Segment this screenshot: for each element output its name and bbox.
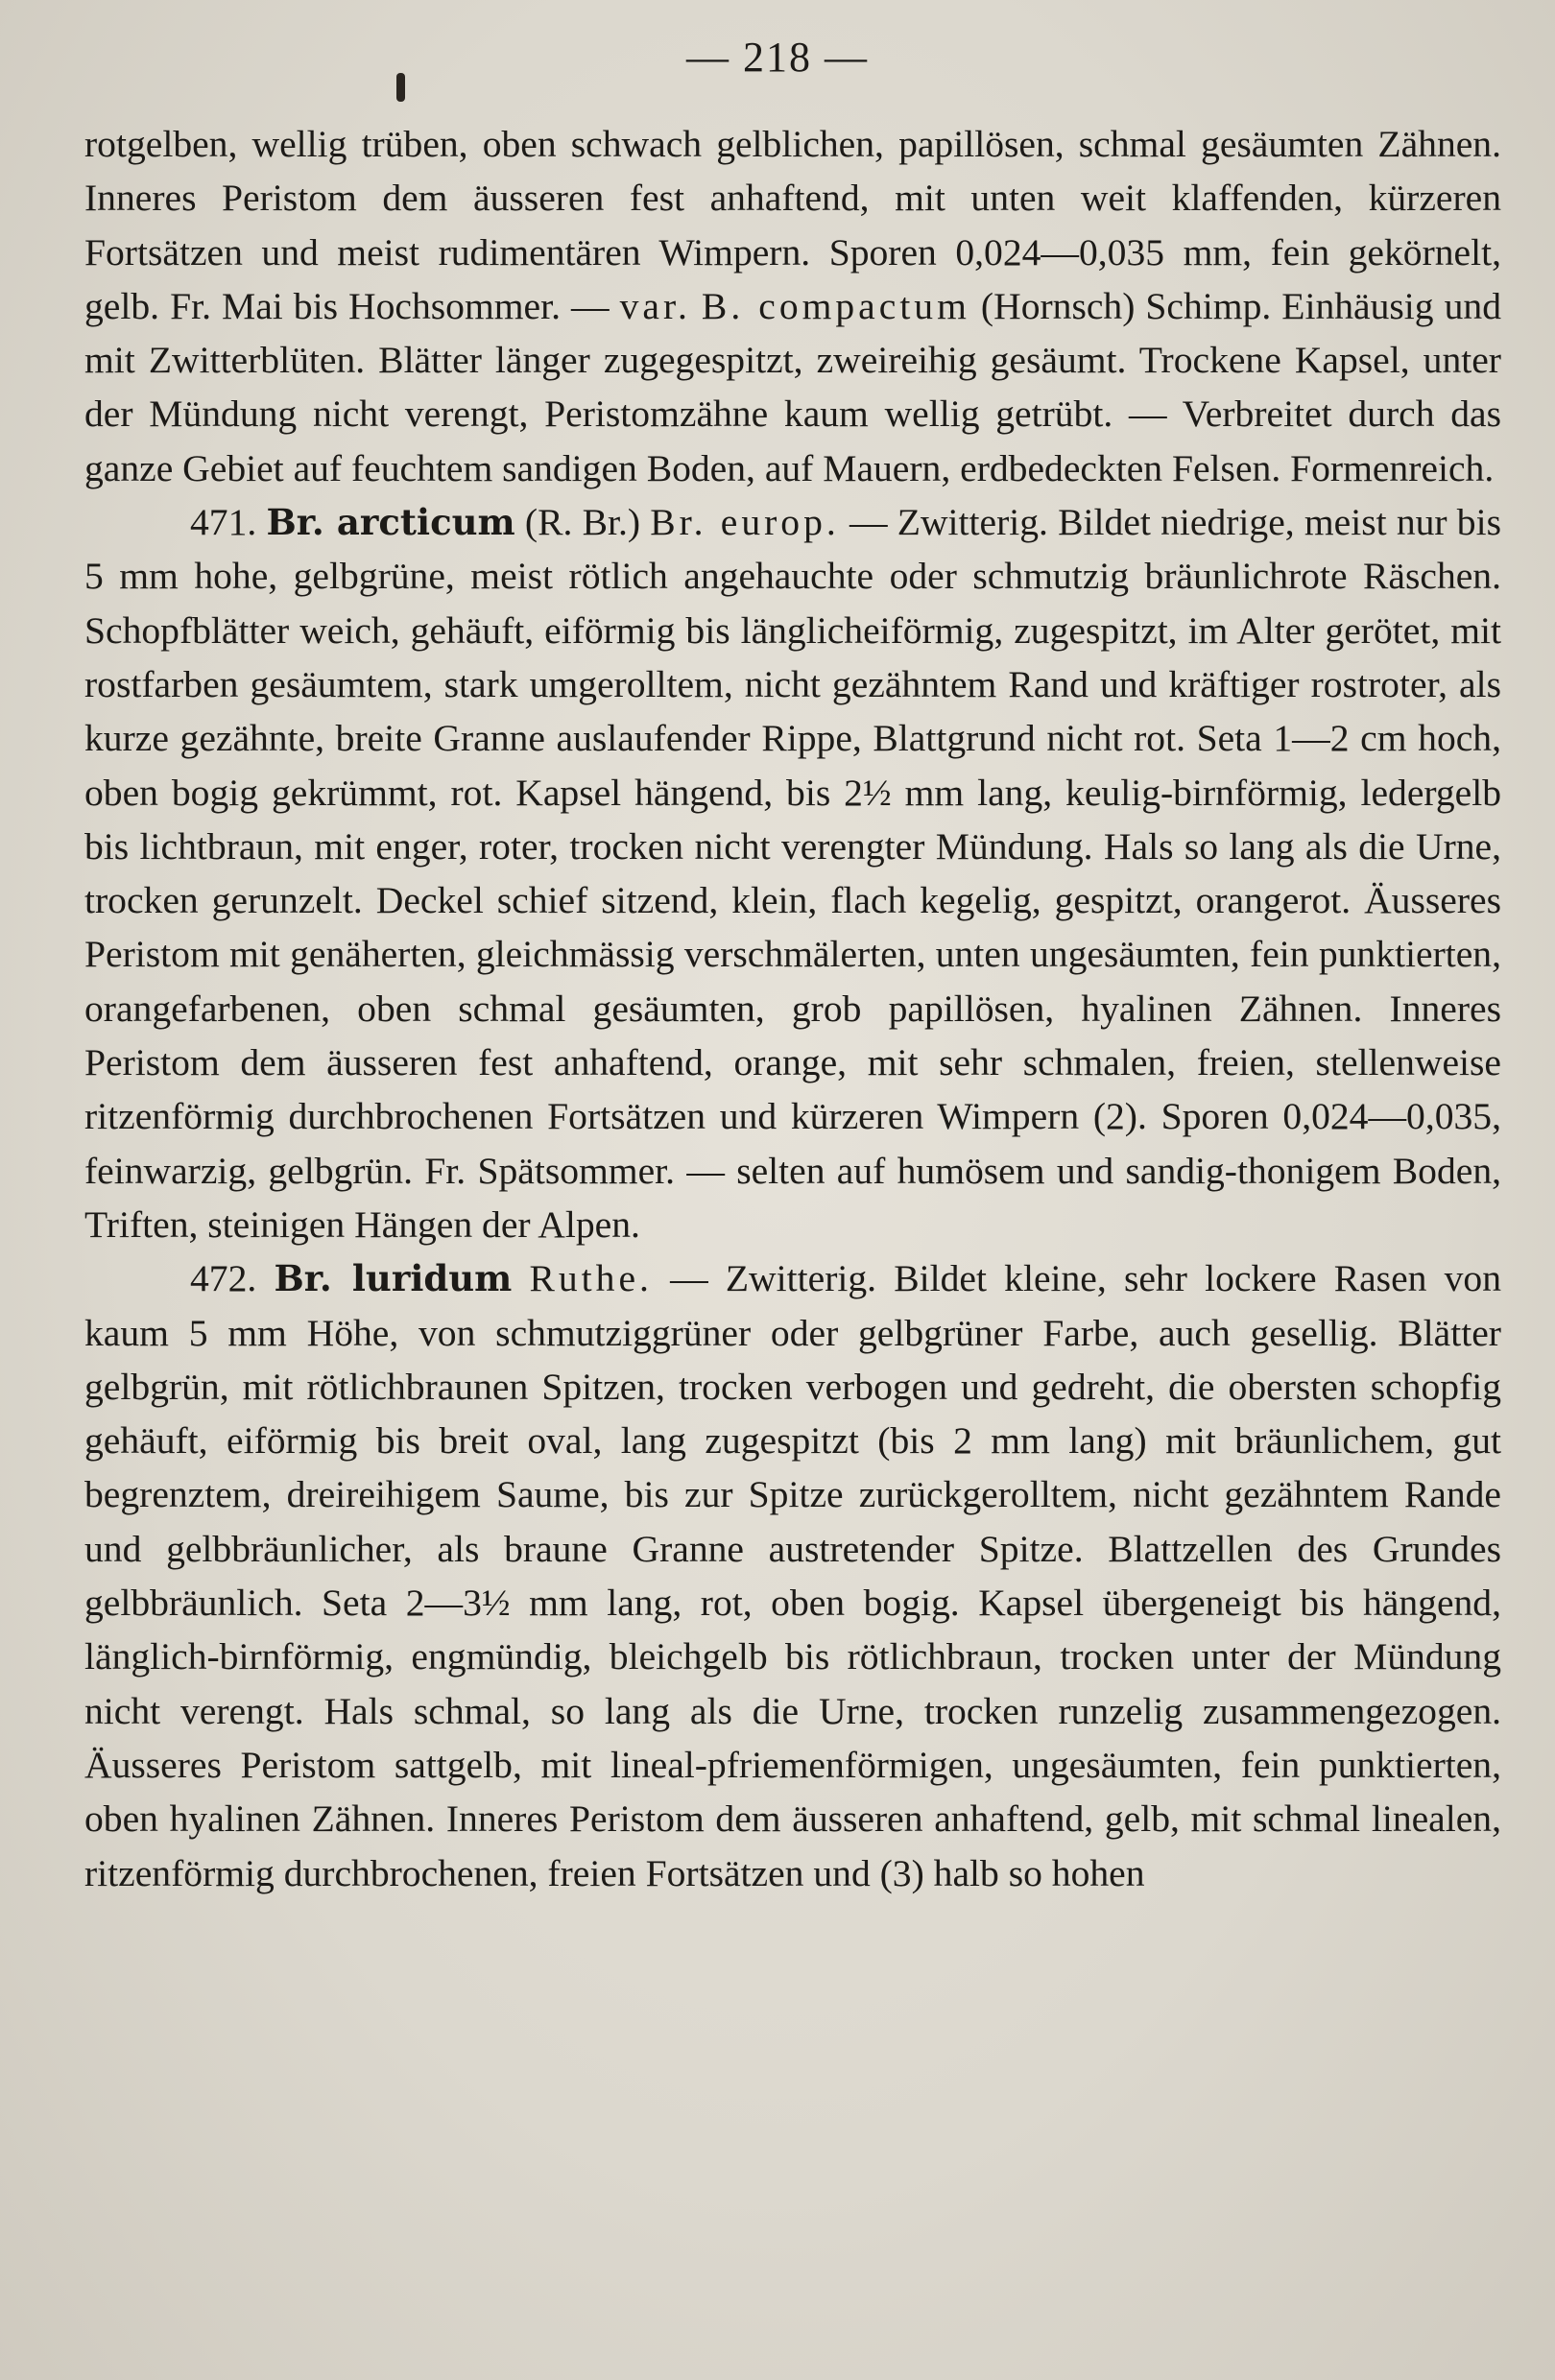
variety-name: B. compactum bbox=[701, 284, 970, 327]
ink-blot-mark bbox=[396, 73, 405, 102]
page-body-text bbox=[84, 117, 1501, 1900]
entry-471-description: — Zwitterig. Bildet niedrige, meist nur bis 5 mm hohe, gelbgrüne, meist rötlich angehauchte oder schmutzig bräunlichrote Räschen. Schopfblätter weich, gehäuft, eiförmig bis länglicheiförmig, zugespitzt, im Alter gerötet, mit rostfarben gesäumtem, stark umgerolltem, nicht gezähntem Rand und kräftiger rostroter, als kurze gezähnte, breite Granne auslaufender Rippe, Blattgrund nicht rot. Seta 1—2 cm hoch, oben bogig gekrümmt, rot. Kapsel hängend, bis 2½ mm lang, keulig-birnförmig, ledergelb bis lichtbraun, mit enger, roter, trocken nicht verengter Mündung. Hals so lang als die Urne, trocken gerunzelt. Deckel schief sitzend, klein, flach kegelig, gespitzt, orangerot. Äusseres Peristom mit genäherten, gleichmässig verschmälerten, unten ungesäumten, fein punktierten, orangefarbenen, oben schmal gesäumten, grob papillösen, hyalinen Zähnen. Inneres Peristom dem äusseren fest anhaftend, orange, mit sehr schmalen, freien, stellenweise ritzenförmig durchbrochenen Fortsätzen und kürzeren Wimpern (2). Sporen 0,024—0,035, feinwarzig, gelbgrün. Fr. Spätsommer. — selten auf humösem und sandig-thonigem Boden, Triften, steinigen Hängen der Alpen. bbox=[84, 501, 1501, 1246]
entry-471-region: Br. europ. bbox=[650, 501, 840, 544]
species-entry-471 bbox=[84, 495, 1501, 1251]
page-number: — 218 — bbox=[686, 34, 869, 81]
entry-471-number: 471. bbox=[190, 501, 257, 544]
paragraph-1-end-text: (Hornsch) Schimp. Einhäusig und mit Zwitterblüten. Blätter länger zugegespitzt, zweireihig gesäumt. Trockene Kapsel, unter der Mündung nicht verengt, Peristomzähne kaum wellig getrübt. — Verbreitet durch das ganze Gebiet auf feuchtem sandigen Boden, auf Mauern, erdbedeckten Felsen. Formenreich. bbox=[84, 284, 1501, 489]
var-label: var. bbox=[619, 284, 691, 327]
entry-471-species-name: Br. arcticum bbox=[266, 501, 515, 544]
entry-472-number: 472. bbox=[190, 1257, 257, 1300]
paragraph-1-text: rotgelben, wellig trüben, oben schwach gelblichen, papillösen, schmal gesäumten Zähnen. Inneres Peristom dem äusseren fest anhaftend, mit unten weit klaffenden, kürzeren Fortsätzen und meist rudimentären Wimpern. Sporen 0,024—0,035 mm, fein gekörnelt, gelb. Fr. Mai bis Hochsommer. — bbox=[84, 123, 1501, 327]
entry-471-authority: (R. Br.) bbox=[514, 501, 651, 544]
species-entry-472 bbox=[84, 1251, 1501, 1900]
entry-472-authority: Ruthe. bbox=[529, 1257, 653, 1300]
entry-472-description: — Zwitterig. Bildet kleine, sehr lockere Rasen von kaum 5 mm Höhe, von schmutziggrüner oder gelbgrüner Farbe, auch gesellig. Blätter gelbgrün, mit rötlichbraunen Spitzen, trocken verbogen und gedreht, die obersten schopfig gehäuft, eiförmig bis breit oval, lang zugespitzt (bis 2 mm lang) mit bräunlichem, gut begrenztem, dreireihigem Saume, bis zur Spitze zurückgerolltem, nicht gezähntem Rande und gelbbräunlicher, als braune Granne austretender Spitze. Blattzellen des Grundes gelbbräunlich. Seta 2—3½ mm lang, rot, oben bogig. Kapsel übergeneigt bis hängend, länglich-birnförmig, engmündig, bleichgelb bis rötlichbraun, trocken unter der Mündung nicht verengt. Hals schmal, so lang als die Urne, trocken runzelig zusammengezogen. Äusseres Peristom sattgelb, mit lineal-pfriemenförmigen, ungesäumten, fein punktierten, oben hyalinen Zähnen. Inneres Peristom dem äusseren anhaftend, gelb, mit schmal linealen, ritzenförmig durchbrochenen, freien Fortsätzen und (3) halb so hohen bbox=[84, 1257, 1501, 1894]
paragraph-continuation bbox=[84, 117, 1501, 495]
entry-472-species-name: Br. luridum bbox=[274, 1257, 513, 1300]
